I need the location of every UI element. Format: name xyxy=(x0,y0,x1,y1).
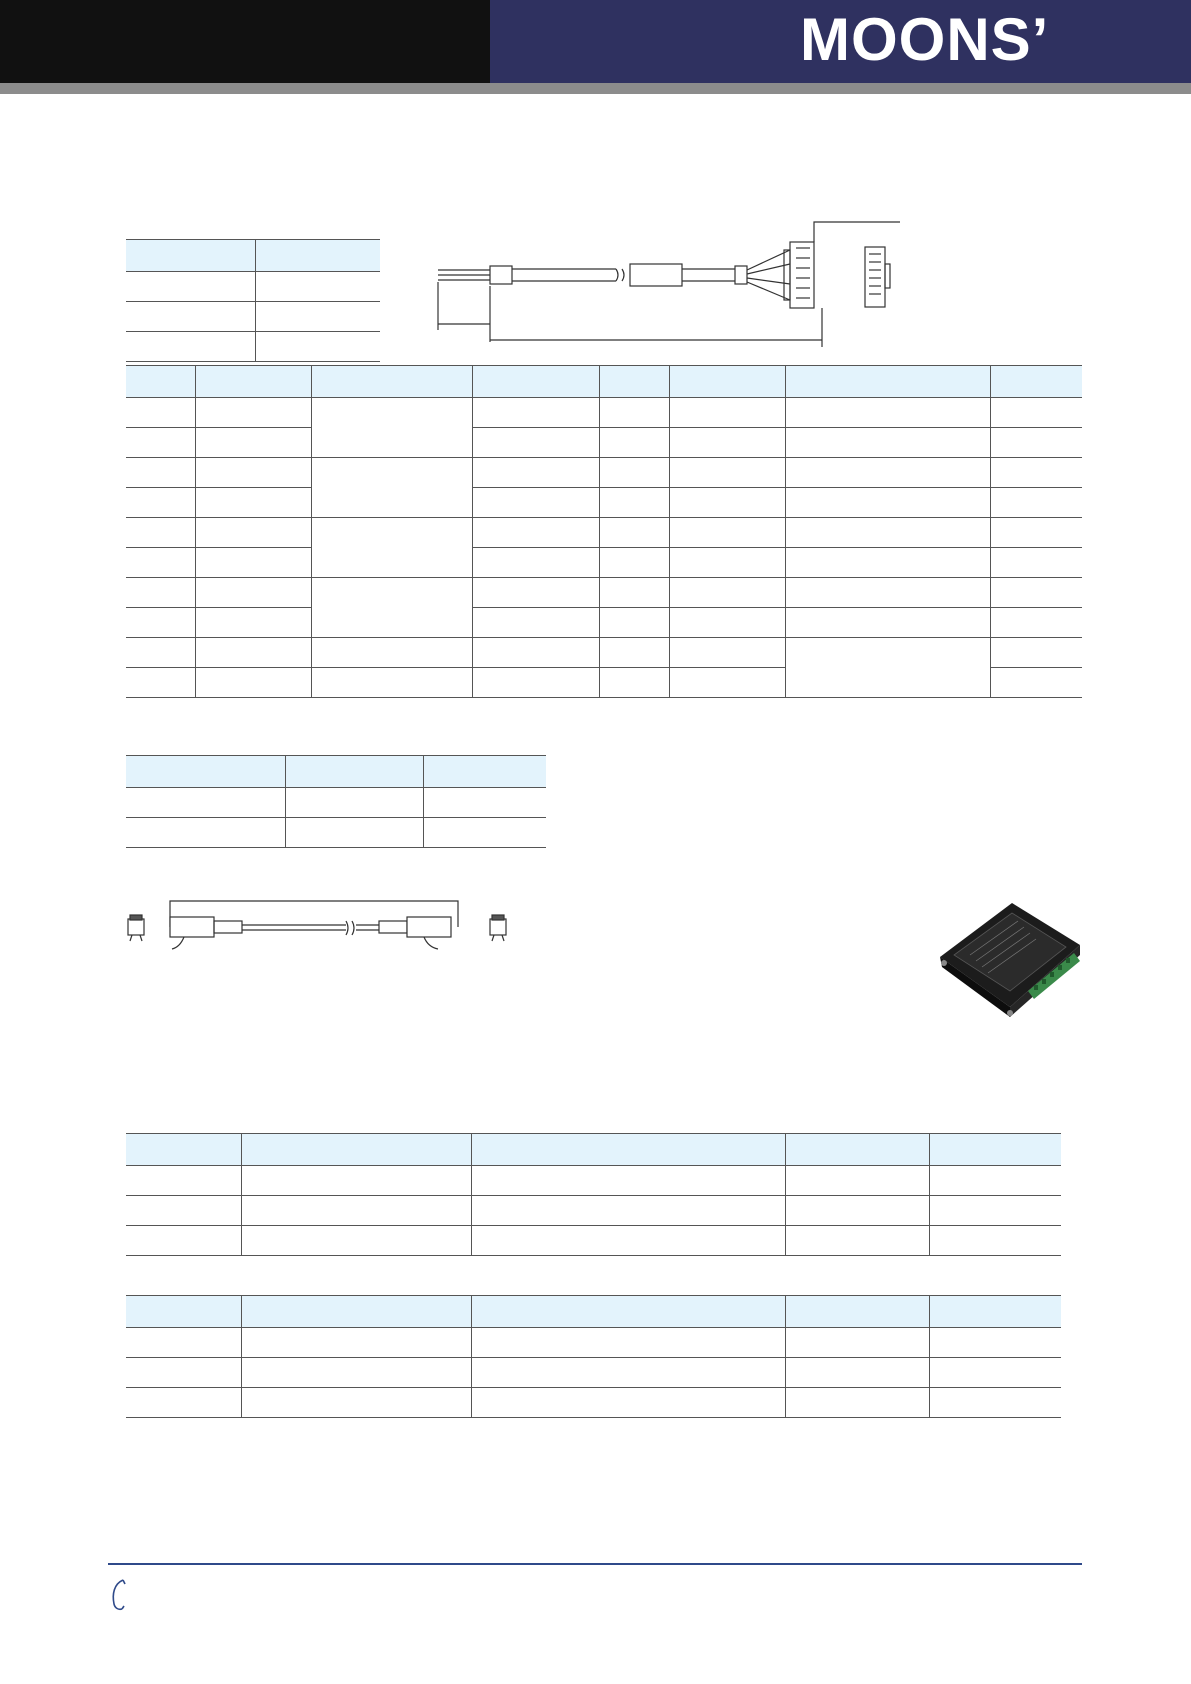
comm-cable-table xyxy=(126,755,546,848)
table-row xyxy=(126,578,1082,608)
table-row xyxy=(126,428,1082,458)
table-header-row xyxy=(126,240,380,272)
pinout-table xyxy=(126,365,1082,698)
table-row xyxy=(126,488,1082,518)
table-row xyxy=(126,332,380,362)
table-header-row xyxy=(126,756,546,788)
table-row xyxy=(126,272,380,302)
table-row xyxy=(126,788,546,818)
footer-rule xyxy=(108,1563,1082,1565)
table-header-row xyxy=(126,1296,1061,1328)
header-gray-rule xyxy=(0,83,1191,94)
driver-models-table-b xyxy=(126,1295,1061,1418)
table-row xyxy=(126,1358,1061,1388)
table-row xyxy=(126,518,1082,548)
table-row xyxy=(126,1328,1061,1358)
table-row xyxy=(126,638,1082,668)
moons-logo: MOONS’ xyxy=(800,6,1050,73)
table-row xyxy=(126,1166,1061,1196)
table-row xyxy=(126,458,1082,488)
table-row xyxy=(126,398,1082,428)
table-row xyxy=(126,302,380,332)
table-header-row xyxy=(126,366,1082,398)
table-row xyxy=(126,818,546,848)
phone-icon xyxy=(110,1578,126,1612)
driver-product-image xyxy=(930,895,1090,1035)
table-row xyxy=(126,1226,1061,1256)
table-header-row xyxy=(126,1134,1061,1166)
table-row xyxy=(126,1388,1061,1418)
encoder-cable-drawing xyxy=(430,212,910,352)
header-dark-band xyxy=(0,0,490,83)
comm-cable-drawing xyxy=(124,893,514,953)
table-row xyxy=(126,608,1082,638)
table-row xyxy=(126,548,1082,578)
cable-length-table xyxy=(126,239,380,362)
table-row xyxy=(126,1196,1061,1226)
driver-models-table-a xyxy=(126,1133,1061,1256)
